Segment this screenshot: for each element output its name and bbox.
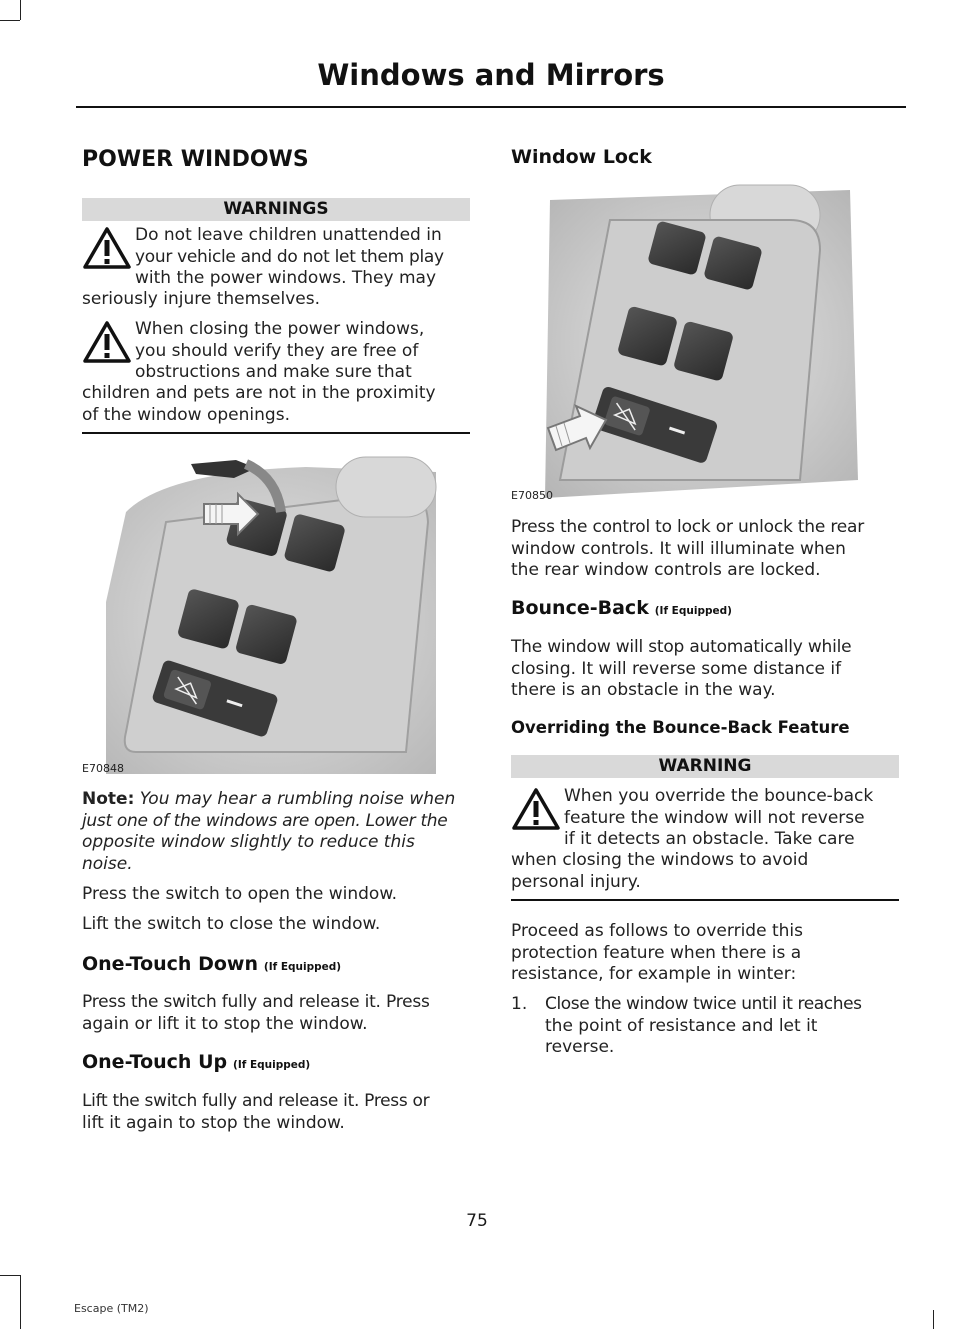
- text-line: When closing the power windows,: [135, 319, 425, 339]
- section-title: POWER WINDOWS: [82, 147, 309, 172]
- warning-rule: [82, 432, 470, 434]
- one-touch-up-heading: [82, 1051, 310, 1073]
- text-line: there is an obstacle in the way.: [511, 680, 776, 700]
- text-line: Close the window twice until it reaches: [545, 994, 862, 1014]
- text-line: Do not leave children unattended in: [135, 225, 442, 245]
- warning-1-text: [135, 225, 475, 290]
- text-line: closing. It will reverse some distance if: [511, 658, 842, 679]
- warning-1-tail: seriously injure themselves.: [82, 289, 320, 309]
- warning-2-text: [135, 319, 475, 384]
- figure-code: E70848: [82, 762, 124, 775]
- note: [82, 789, 477, 875]
- footer-model: Escape (TM2): [74, 1302, 149, 1315]
- one-touch-down-heading: [82, 953, 341, 975]
- text-line: protection feature when there is a: [511, 942, 802, 963]
- proceed-text: [511, 921, 911, 986]
- crop-mark: [20, 0, 21, 20]
- text-line: personal injury.: [511, 871, 641, 892]
- override-warning-text: [564, 786, 909, 851]
- heading-suffix: (If Equipped): [233, 1059, 311, 1071]
- step-text: [545, 994, 910, 1059]
- text-line: lift it again to stop the window.: [82, 1112, 345, 1133]
- crop-mark: [0, 1275, 20, 1276]
- figure-code: E70850: [511, 489, 553, 502]
- warning-bar: WARNING: [511, 755, 899, 778]
- warnings-bar: WARNINGS: [82, 198, 470, 221]
- heading-text: One-Touch Down: [82, 953, 258, 975]
- window-lock-heading: Window Lock: [511, 146, 652, 168]
- one-touch-down-text: [82, 992, 477, 1035]
- text-line: Lift the switch fully and release it. Press or: [82, 1091, 430, 1111]
- text-line: Proceed as follows to override this: [511, 921, 803, 941]
- warning-rule: [511, 899, 899, 901]
- text-line: the rear window controls are locked.: [511, 560, 821, 580]
- heading-text: Bounce-Back: [511, 597, 649, 619]
- warning-2-tail: [82, 383, 472, 426]
- crop-mark: [0, 20, 20, 21]
- text-line: window controls. It will illuminate when: [511, 538, 846, 559]
- text-line: Press the control to lock or unlock the rear: [511, 517, 865, 537]
- text-line: children and pets are not in the proximity: [82, 383, 436, 403]
- text-line: with the power windows. They may: [135, 268, 437, 288]
- text-line: just one of the windows are open. Lower the: [82, 810, 448, 831]
- warning-triangle-icon: [82, 226, 132, 270]
- crop-mark: [20, 1275, 21, 1329]
- window-switch-illustration: [106, 452, 442, 774]
- text-line: The window will stop automatically while: [511, 637, 852, 657]
- text-line: of the window openings.: [82, 404, 290, 425]
- window-lock-figure: [540, 180, 860, 500]
- override-warning-tail: [511, 850, 911, 893]
- text-line: feature the window will not reverse: [564, 807, 865, 828]
- window-switch-figure: [106, 452, 442, 774]
- text-line: resistance, for example in winter:: [511, 964, 797, 984]
- text-line: your vehicle and do not let them play: [135, 246, 444, 267]
- text-line: noise.: [82, 853, 133, 874]
- text-line: the point of resistance and let it: [545, 1015, 818, 1036]
- text-line: When you override the bounce-back: [564, 786, 874, 806]
- bounce-back-text: [511, 637, 911, 702]
- para-open: Press the switch to open the window.: [82, 884, 398, 904]
- text-line: if it detects an obstacle. Take care: [564, 829, 855, 849]
- note-label: Note:: [82, 789, 135, 809]
- page-number: 75: [466, 1211, 488, 1231]
- warning-triangle-icon: [82, 320, 132, 364]
- window-lock-text: [511, 517, 911, 582]
- heading-suffix: (If Equipped): [263, 961, 342, 973]
- text-line: Press the switch fully and release it. Press: [82, 992, 430, 1012]
- warning-triangle-icon: [511, 787, 561, 831]
- crop-mark: [933, 1310, 934, 1329]
- override-heading: Overriding the Bounce-Back Feature: [511, 718, 850, 737]
- text-line: reverse.: [545, 1037, 615, 1057]
- heading-suffix: (If Equipped): [654, 605, 732, 617]
- step-number: 1.: [511, 994, 528, 1014]
- window-lock-illustration: [540, 180, 860, 500]
- text-line: again or lift it to stop the window.: [82, 1013, 368, 1034]
- para-close: Lift the switch to close the window.: [82, 914, 381, 934]
- bounce-back-heading: [511, 597, 732, 619]
- heading-text: One-Touch Up: [82, 1051, 228, 1073]
- header-rule: [76, 106, 906, 108]
- text-line: obstructions and make sure that: [135, 362, 412, 382]
- text-line: opposite window slightly to reduce this: [82, 832, 415, 852]
- text-line: you should verify they are free of: [135, 340, 419, 361]
- text-line: when closing the windows to avoid: [511, 850, 809, 870]
- page-header-title: Windows and Mirrors: [317, 58, 665, 92]
- one-touch-up-text: [82, 1091, 477, 1134]
- text-line: [82, 789, 477, 811]
- note-text: You may hear a rumbling noise when: [139, 789, 456, 809]
